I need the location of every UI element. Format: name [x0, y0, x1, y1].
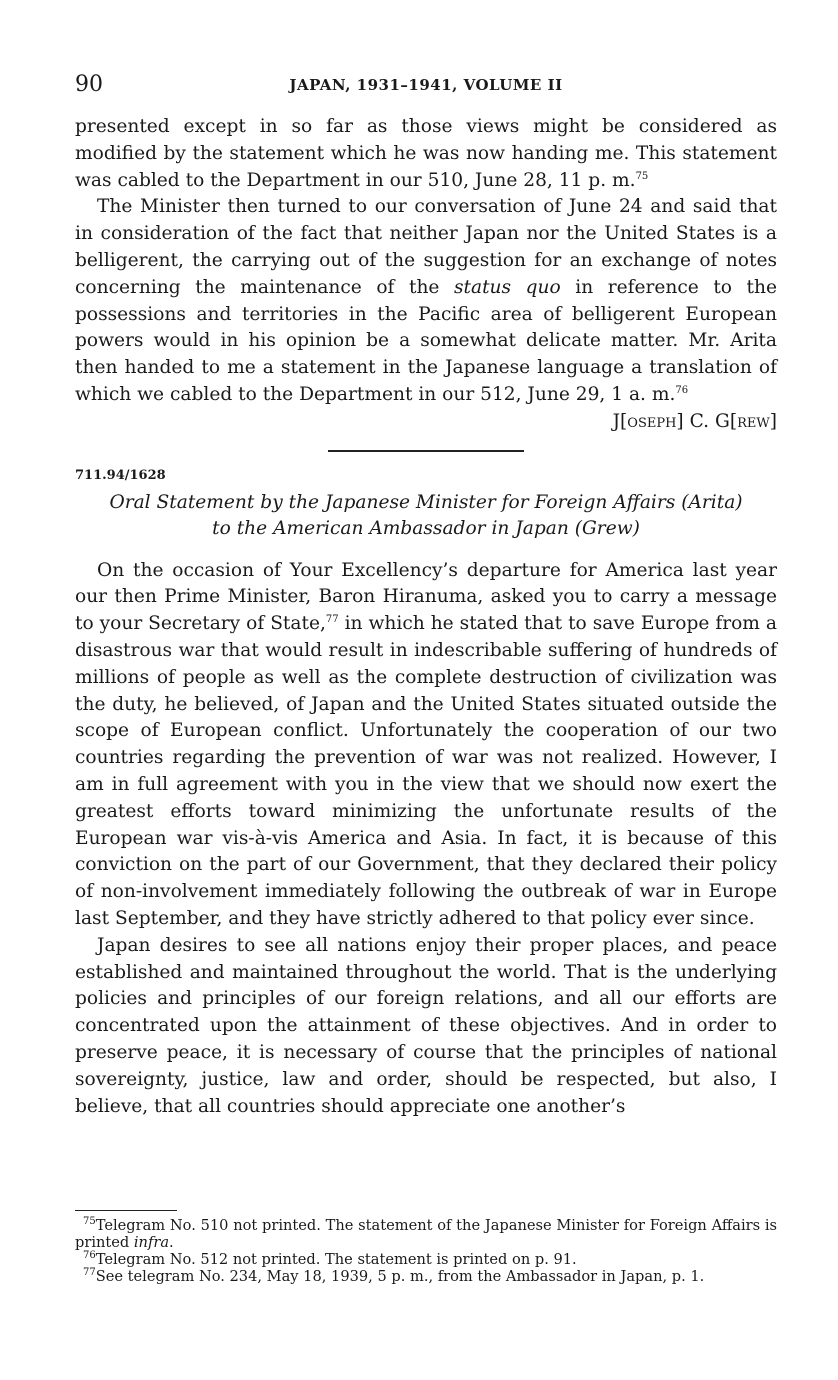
signature: J[oseph] C. G[rew] [612, 410, 777, 432]
running-head: JAPAN, 1931–1941, VOLUME II [289, 76, 563, 94]
italic-phrase: status quo [453, 276, 561, 298]
page-header [75, 72, 777, 102]
footnote-77: $^{77}$See telegram No. 234, May 18, 1939, 5 p. m., from the Ambassador in Japan, p. 1. [83, 1267, 705, 1285]
footnote-76: $^{76}$Telegram No. 512 not printed. The statement is printed on p. 91. [83, 1250, 577, 1268]
continuation-paragraph: presented except in so far as those views might be considered as modified by the statement which he was now handing me. This statement was cabled to the Department in our 510, June 28, 11 p. m.$^{75}$ [75, 116, 777, 191]
footnote-ref: 76 [675, 384, 689, 396]
footnote-ref: 75 [635, 170, 649, 182]
file-number: 711.94/1628 [75, 467, 166, 483]
page-number: 90 [75, 72, 103, 97]
body-text [75, 114, 777, 1120]
footnote-ref: 77 [325, 613, 339, 625]
footnotes [75, 1210, 777, 1285]
section-divider [328, 450, 524, 452]
footnote-rule [75, 1210, 177, 1211]
statement-paragraph-1: On the occasion of Your Excellency’s departure for America last year our then Prime Minister, Baron Hiranuma, asked you to carry a message to your Secretary of State,$^{77}$ in which he stated that to save Europe from a disastrous war that would result in indescribable suffering of hundreds of millions of people as well as the complete destruction of civilization was the duty, he believed, of Japan and the United States situated outside the scope of European conflict. Unfortunately the cooperation of our two countries regarding the prevention of war was not realized. However, I am in full agreement with you in the view that we should now exert the greatest efforts toward minimizing the unfortunate results of the European war vis-à-vis America and Asia. In fact, it is because of this conviction on the part of our Government, that they declared their policy of non-involvement immediately following the outbreak of war in Europe last September, and they have strictly adhered to that policy ever since. [75, 559, 777, 929]
statement-paragraph-2: Japan desires to see all nations enjoy their proper places, and peace established and maintained throughout the world. That is the underlying policies and principles of our foreign relations, and all our efforts are concentrated upon the attainment of these objectives. And in order to preserve peace, it is necessary of course that the principles of national sovereignty, justice, law and order, should be respected, but also, I believe, that all countries should appreciate one another’s [75, 934, 777, 1117]
document-title: Oral Statement by the Japanese Minister for Foreign Affairs (Arita) to the American Ambassador in Japan (Grew) [109, 491, 743, 539]
footnote-75: $^{75}$Telegram No. 510 not printed. The statement of the Japanese Minister for Foreign Affairs is printed infra. [75, 1216, 777, 1251]
minister-paragraph: The Minister then turned to our conversation of June 24 and said that in consideration of the fact that neither Japan nor the United States is a belligerent, the carrying out of the suggestion for an exchange of notes concerning the maintenance of the status quo in reference to the possessions and territories in the Pacific area of belligerent European powers would in his opinion be a somewhat delicate matter. Mr. Arita then handed to me a statement in the Japanese language a translation of which we cabled to the Department in our 512, June 29, 1 a. m.$^{76}$ [75, 196, 777, 405]
